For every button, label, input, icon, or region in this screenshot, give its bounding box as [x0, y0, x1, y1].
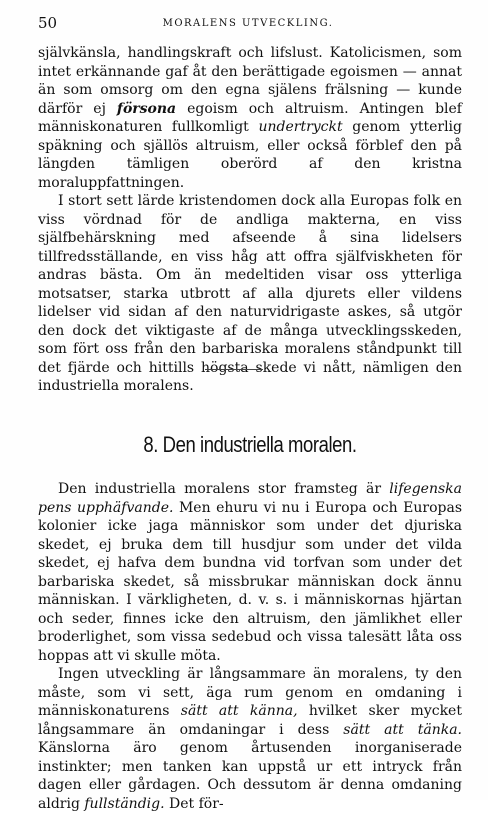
emphasized-phrase: sätt att tänka. — [343, 721, 462, 738]
emphasized-phrase: lifegenska pens upphäfvande. — [38, 481, 462, 516]
text-run: Ingen utveckling är långsammare än moralens, ty den måste, som vi sett, äga rum genom en omdaning i människonaturens — [38, 666, 462, 719]
text-run: självkänsla, handlingskraft och lifslust. Katolicismen, som intet erkännande gaf åt den berättigade egoismen — annat än som omsorg om den egna själens frälsning — kunde därför ej — [38, 45, 462, 117]
text-run: genom ytterlig späkning och själlös altruism, eller också förblef den på längden tämligen oberörd af den kristna moraluppfattningen. — [38, 119, 462, 191]
paragraph — [38, 44, 462, 192]
page-number: 50 — [38, 14, 58, 32]
text-run: Men ehuru vi nu i Europa och Europas kolonier icke jaga människor som under det djuriska skedet, ej bruka dem till husdjur som under det vilda skedet, ej hafva dem bundna vid torfvan som under det barbariska skedet, så missbrukar människan dock ännu människan. I värkligheten, d. v. s. i människornas hjärtan och seder, finnes icke den altruism, den jämlikhet eller broderlighet, som vissa sedebud och vissa talesätt låta oss hoppas att vi skulle möta. — [38, 499, 463, 664]
text-run: Det för- — [164, 795, 224, 812]
paragraph: I stort sett lärde kristendomen dock alla Europas folk en viss vördnad för de andliga makterna, en viss själfbehärskning med afseende å sina lidelsers tillfredsställande, en viss håg att offra själfviskheten för andras bästa. Om än medeltiden visar oss ytterliga motsatser, starka utbrott af alla djurets eller vildens lidelser vid sidan af den naturvidrigaste askes, så utgör den dock det viktigaste af de många utvecklingsskeden, som fört oss från den barbariska moralens ståndpunkt till det fjärde och hittills högsta skede vi nått, nämligen den industriella moralens. — [38, 193, 462, 394]
top-text-block — [38, 44, 462, 396]
section-divider — [205, 369, 263, 370]
paragraph — [38, 480, 462, 665]
running-title: MORALENS UTVECKLING. — [162, 18, 334, 29]
emphasized-phrase: sätt att känna, — [180, 703, 298, 719]
section-heading: 8. Den industriella moralen. — [143, 432, 357, 457]
text-run: Känslorna äro genom årtusenden inorganiserade instinkter; men tanken kan uppstå ur ett intryck från dagen eller gårdagen. Och dessutom är denna omdaning aldrig — [38, 740, 462, 812]
text-run: egoism och altruism. Antingen blef människonaturen fullkomligt — [38, 100, 462, 135]
running-head — [38, 14, 458, 36]
emphasized-word: fullständig. — [84, 795, 165, 812]
text-run: Den industriella moralens stor framsteg är — [58, 481, 390, 497]
text-run: hvilket sker mycket långsammare än omdaningar i dess — [38, 703, 462, 738]
emphasized-word: undertryckt — [258, 119, 343, 135]
bottom-text-block — [38, 480, 462, 813]
emphasized-word: försona — [116, 100, 177, 117]
paragraph — [38, 665, 462, 813]
